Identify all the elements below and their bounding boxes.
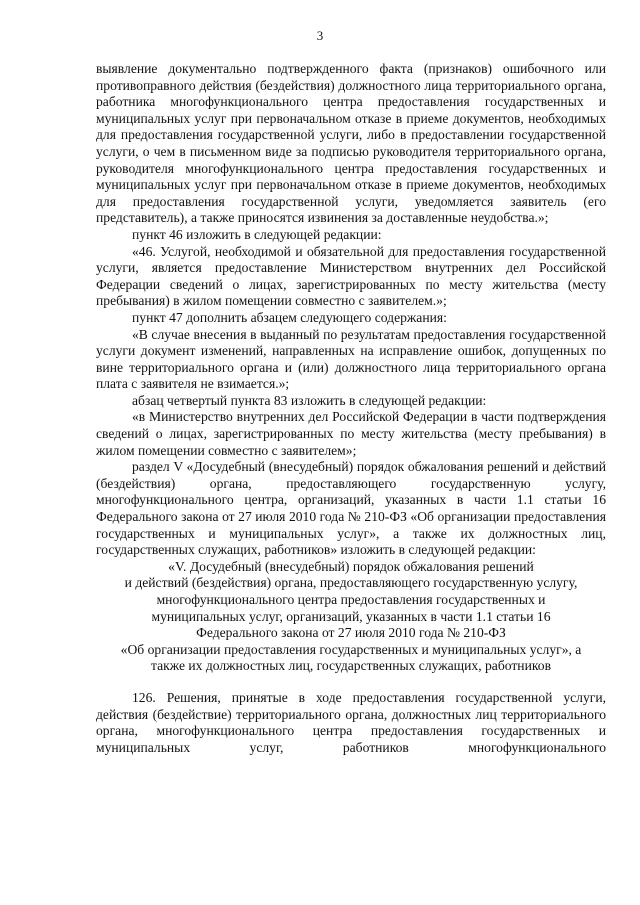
section-heading: [96, 559, 606, 675]
section-heading-line: «V. Досудебный (внесудебный) порядок обжалования решений: [168, 558, 534, 574]
paragraph-item-83-intro: абзац четвертый пункта 83 изложить в следующей редакции:: [132, 392, 487, 408]
paragraph-item-46-intro: пункт 46 изложить в следующей редакции:: [132, 226, 382, 242]
paragraph-item-83-text: «в Министерство внутренних дел Российской Федерации в части подтверждения сведений о лицах, зарегистрированных по месту жительства (месту пребывания) в жилом помещении совместно с заявителем»;: [96, 409, 606, 458]
section-heading-line: также их должностных лиц, государственных служащих, работников: [150, 658, 551, 674]
section-heading-line: «Об организации предоставления государственных и муниципальных услуг», а: [120, 641, 582, 657]
paragraph-section-v-intro: раздел V «Досудебный (внесудебный) порядок обжалования решений и действий (бездействия) органа, предоставляющего государственную услугу, многофункционального центра, организаций, указанных в части 1.1 статьи 16 Федерального закона от 27 июля 2010 года № 210-ФЗ «Об организации предоставления государственных и муниципальных услуг», а также их должностных лиц, государственных служащих, работников» изложить в следующей редакции:: [96, 459, 606, 558]
section-heading-line: Федерального закона от 27 июля 2010 года № 210-ФЗ: [196, 625, 506, 641]
section-heading-line: и действий (бездействия) органа, предоставляющего государственную услугу,: [124, 575, 578, 591]
paragraph-item-126: 126. Решения, принятые в ходе предоставления государственной услуги, действия (бездействие) территориального органа, должностных лиц территориального органа, многофункционального центра предоставления государственных и муниципальных услуг, работников многофункционального: [96, 689, 606, 755]
paragraph-item-46-text: «46. Услугой, необходимой и обязательной для предоставления государственной услуги, является предоставление Министерством внутренних дел Российской Федерации сведений о лицах, зарегистрированных по месту жительства (месту пребывания) в жилом помещении совместно с заявителем.»;: [96, 243, 606, 309]
paragraph-item-47-text: «В случае внесения в выданный по результатам предоставления государственной услуги документ изменений, направленных на исправление ошибок, допущенных по вине территориального органа и (или) должностного лица территориального органа плата с заявителя не взимается.»;: [96, 326, 606, 392]
document-body: [96, 61, 606, 756]
spacer: [96, 675, 606, 690]
page-number: 3: [316, 28, 324, 43]
section-heading-line: муниципальных услуг, организаций, указанных в части 1.1 статьи 16: [151, 608, 551, 624]
paragraph-item-47-intro: пункт 47 дополнить абзацем следующего содержания:: [132, 309, 447, 325]
paragraph-notification-apology: выявление документально подтвержденного факта (признаков) ошибочного или противоправного действия (бездействия) должностного лица территориального органа, работника многофункционального центра предоставления государственных и муниципальных услуг при первоначальном отказе в приеме документов, необходимых для предоставления государственной услуги, либо в предоставлении государственной услуги, о чем в письменном виде за подписью руководителя территориального органа, руководителя многофункционального центра предоставления государственных и муниципальных услуг при первоначальном отказе в приеме документов, необходимых для предоставления государственной услуги, уведомляется заявитель (его представитель), а также приносятся извинения за доставленные неудобства.»;: [96, 61, 606, 226]
section-heading-line: многофункционального центра предоставления государственных и: [156, 592, 546, 607]
